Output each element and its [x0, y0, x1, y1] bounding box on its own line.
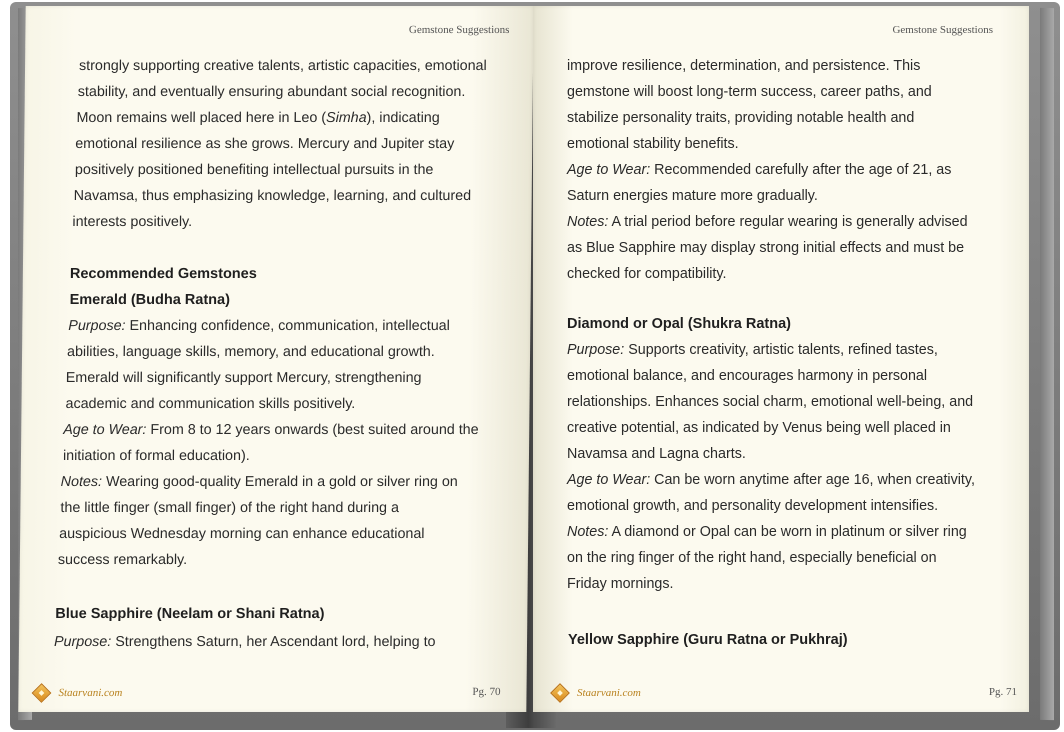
text-line: on the ring finger of the right hand, especially beneficial on — [567, 550, 937, 566]
section-heading: Recommended Gemstones — [69, 266, 257, 282]
text-line — [567, 214, 968, 230]
section-heading: Diamond or Opal (Shukra Ratna) — [567, 316, 791, 332]
brand-name: Staarvani.com — [577, 687, 641, 699]
text-line: stability, and eventually ensuring abundant social recognition. — [77, 84, 466, 100]
text-line — [61, 474, 458, 490]
field-label: Age to Wear: — [63, 422, 147, 438]
text-line — [567, 162, 951, 178]
text-line: positively positioned benefiting intellectual pursuits in the — [74, 162, 434, 178]
field-text: Recommended carefully after the age of 21, as — [650, 162, 952, 178]
running-head-left: Gemstone Suggestions — [408, 24, 510, 36]
field-label: Age to Wear: — [567, 162, 651, 178]
field-text: Wearing good-quality Emerald in a gold or silver ring on — [101, 474, 458, 490]
text-line: initiation of formal education). — [62, 448, 250, 464]
text-segment: Moon remains well placed here in Leo ( — [76, 110, 327, 126]
brand-name: Staarvani.com — [58, 687, 123, 699]
text-line: emotional resilience as she grows. Mercury and Jupiter stay — [75, 136, 455, 152]
diamond-logo-icon — [32, 683, 52, 703]
text-line: relationships. Enhances social charm, emotional well-being, and — [567, 394, 974, 410]
text-line: creative potential, as indicated by Venus being well placed in — [567, 420, 951, 436]
text-line: interests positively. — [72, 214, 193, 230]
field-text: Strengthens Saturn, her Ascendant lord, helping to — [111, 634, 436, 650]
text-line: Navamsa, thus emphasizing knowledge, learning, and cultured — [73, 188, 472, 204]
section-heading: Blue Sapphire (Neelam or Shani Ratna) — [55, 606, 325, 622]
field-label: Purpose: — [53, 634, 112, 650]
page-number-right: Pg. 71 — [988, 686, 1017, 698]
field-text: A diamond or Opal can be worn in platinum or silver ring — [608, 524, 967, 540]
text-line: emotional stability benefits. — [567, 136, 739, 152]
text-line — [68, 318, 450, 334]
text-line: stabilize personality traits, providing notable health and — [567, 110, 915, 126]
section-heading: Yellow Sapphire (Guru Ratna or Pukhraj) — [568, 632, 848, 648]
text-line: gemstone will boost long-term success, career paths, and — [567, 84, 932, 100]
left-page — [18, 6, 533, 712]
field-text: From 8 to 12 years onwards (best suited around the — [146, 422, 479, 438]
text-line: Friday mornings. — [567, 576, 674, 592]
text-line: strongly supporting creative talents, artistic capacities, emotional — [78, 58, 487, 74]
field-label: Notes: — [60, 474, 103, 490]
text-line: checked for compatibility. — [567, 266, 727, 282]
text-line: Emerald will significantly support Mercury, strengthening — [65, 370, 422, 386]
emphasis-text: Simha — [325, 110, 367, 126]
text-line: emotional balance, and encourages harmony in personal — [567, 368, 928, 384]
cover-right-edge — [1040, 8, 1054, 720]
text-line — [54, 634, 436, 650]
text-line: success remarkably. — [57, 552, 188, 568]
brand-logo-left[interactable] — [34, 686, 122, 700]
text-line: Saturn energies mature more gradually. — [567, 188, 818, 204]
field-label: Age to Wear: — [567, 472, 651, 488]
field-text: Supports creativity, artistic talents, refined tastes, — [624, 342, 938, 358]
field-label: Notes: — [567, 524, 609, 540]
field-label: Purpose: — [567, 342, 625, 358]
field-label: Purpose: — [68, 318, 126, 334]
text-line — [567, 524, 967, 540]
diamond-logo-icon — [550, 683, 570, 703]
text-line — [76, 110, 439, 126]
field-label: Notes: — [567, 214, 609, 230]
text-line: academic and communication skills positively. — [65, 396, 356, 412]
text-line: Navamsa and Lagna charts. — [567, 446, 746, 462]
text-line: emotional growth, and personality development intensifies. — [567, 498, 939, 514]
brand-logo-right[interactable] — [553, 686, 641, 700]
text-line: the little finger (small finger) of the right hand during a — [60, 500, 400, 516]
page-number-left: Pg. 70 — [472, 686, 501, 698]
text-line: as Blue Sapphire may display strong initial effects and must be — [567, 240, 965, 256]
text-segment: ), indicating — [366, 110, 440, 126]
text-line — [63, 422, 479, 438]
right-page — [533, 6, 1029, 712]
text-line — [567, 472, 975, 488]
text-line: improve resilience, determination, and persistence. This — [567, 58, 921, 74]
running-head-right: Gemstone Suggestions — [892, 24, 993, 36]
field-text: Can be worn anytime after age 16, when creativity, — [650, 472, 975, 488]
field-text: A trial period before regular wearing is generally advised — [608, 214, 968, 230]
section-heading: Emerald (Budha Ratna) — [69, 292, 231, 308]
text-line — [567, 342, 938, 358]
text-line: auspicious Wednesday morning can enhance educational — [59, 526, 425, 542]
field-text: Enhancing confidence, communication, intellectual — [125, 318, 450, 334]
text-line: abilities, language skills, memory, and educational growth. — [66, 344, 435, 360]
